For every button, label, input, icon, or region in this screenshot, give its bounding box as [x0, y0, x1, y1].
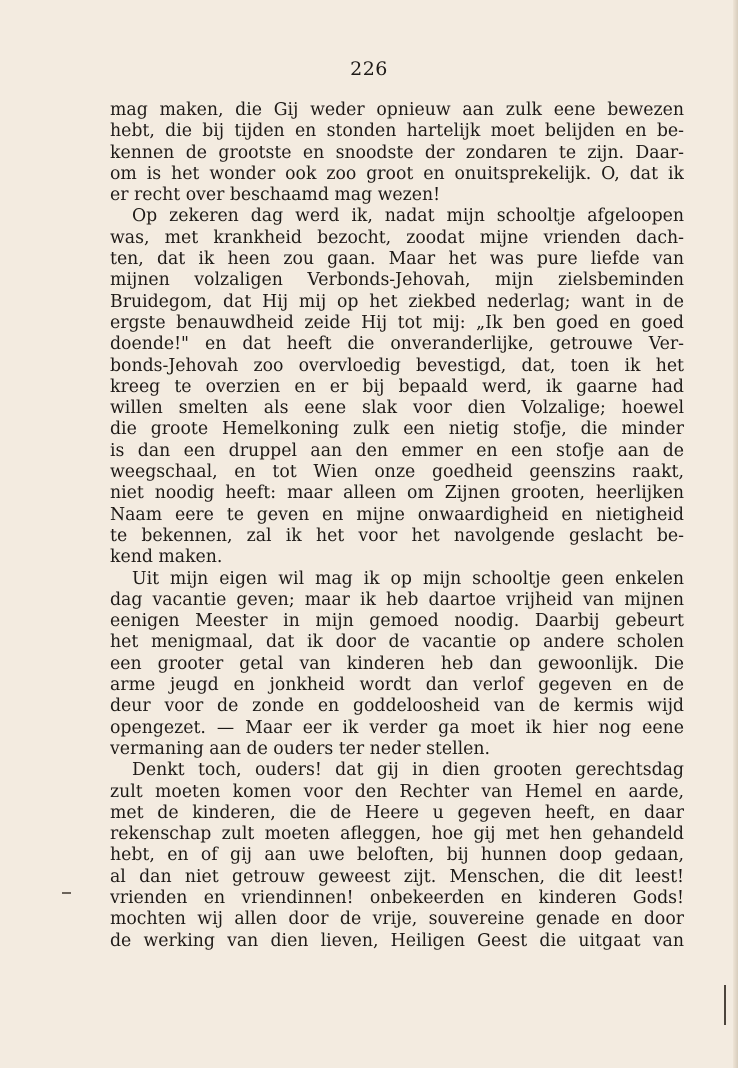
text-line: kennen de grootste en snoodste der zondaren te zijn. Daar- — [110, 142, 684, 163]
text-line: zult moeten komen voor den Rechter van Hemel en aarde, — [110, 781, 684, 802]
page-number: 226 — [350, 58, 388, 80]
text-line: ergste benauwdheid zeide Hij tot mij: „Ik ben goed en goed — [110, 312, 684, 333]
text-line: ten, dat ik heen zou gaan. Maar het was pure liefde van — [110, 249, 684, 270]
text-line: Naam eere te geven en mijne onwaardigheid en nietigheid — [110, 504, 684, 525]
text-line: het menigmaal, dat ik door de vacantie op andere scholen — [110, 632, 684, 653]
text-line: te bekennen, zal ik het voor het navolgende geslacht be- — [110, 525, 684, 546]
text-line: arme jeugd en jonkheid wordt dan verlof gegeven en de — [110, 675, 684, 696]
text-line: om is het wonder ook zoo groot en onuitsprekelijk. O, dat ik — [110, 163, 684, 184]
text-line: weegschaal, en tot Wien onze goedheid geenszins raakt, — [110, 462, 684, 483]
text-line: was, met krankheid bezocht, zoodat mijne vrienden dach- — [110, 227, 684, 248]
text-line: hebt, die bij tijden en stonden hartelijk moet belijden en be- — [110, 121, 684, 142]
text-line: al dan niet getrouw geweest zijt. Menschen, die dit leest! — [110, 866, 684, 887]
text-line: is dan een druppel aan den emmer en een stofje aan de — [110, 440, 684, 461]
text-line: mijnen volzaligen Verbonds-Jehovah, mijn zielsbeminden — [110, 270, 684, 291]
text-line: hebt, en of gij aan uwe beloften, bij hunnen doop gedaan, — [110, 845, 684, 866]
paragraph-start-line: Denkt toch, ouders! dat gij in dien grooten gerechtsdag — [132, 760, 684, 781]
edge-scan-mark — [724, 985, 726, 1025]
text-line: een grooter getal van kinderen heb dan gewoonlijk. Die — [110, 653, 684, 674]
text-line: mochten wij allen door de vrije, souvereine genade en door — [110, 909, 684, 930]
text-line: willen smelten als eene slak voor dien Volzalige; hoewel — [110, 398, 684, 419]
text-line: opengezet. — Maar eer ik verder ga moet ik hier nog eene — [110, 717, 684, 738]
text-line: eenigen Meester in mijn gemoed noodig. Daarbij gebeurt — [110, 611, 684, 632]
page-edge-shadow — [733, 0, 738, 1068]
paragraph-start-line: Uit mijn eigen wil mag ik op mijn schooltje geen enkelen — [132, 568, 684, 589]
text-line: de werking van dien lieven, Heiligen Geest die uitgaat van — [110, 930, 684, 951]
text-line: niet noodig heeft: maar alleen om Zijnen grooten, heerlijken — [110, 483, 684, 504]
text-line: met de kinderen, die de Heere u gegeven heeft, en daar — [110, 802, 684, 823]
text-line: er recht over beschaamd mag wezen! — [110, 185, 441, 206]
text-line: kreeg te overzien en er bij bepaald werd, ik gaarne had — [110, 376, 684, 397]
text-line: doende!" en dat heeft die onveranderlijke, getrouwe Ver- — [110, 334, 684, 355]
text-line: vrienden en vriendinnen! onbekeerden en kinderen Gods! — [110, 887, 684, 908]
text-line: mag maken, die Gij weder opnieuw aan zulk eene bewezen — [110, 100, 684, 120]
text-line: dag vacantie geven; maar ik heb daartoe vrijheid van mijnen — [110, 589, 684, 610]
margin-dash-mark — [62, 892, 71, 894]
body-text — [110, 100, 684, 952]
text-line: deur voor de zonde en goddeloosheid van de kermis wijd — [110, 696, 684, 717]
paragraph-start-line: Op zekeren dag werd ik, nadat mijn schooltje afgeloopen — [132, 206, 684, 227]
text-line: vermaning aan de ouders ter neder stellen. — [110, 738, 491, 759]
text-line: kend maken. — [110, 547, 223, 568]
text-line: bonds-Jehovah zoo overvloedig bevestigd, dat, toen ik het — [110, 355, 684, 376]
text-line: Bruidegom, dat Hij mij op het ziekbed nederlag; want in de — [110, 291, 684, 312]
text-line: rekenschap zult moeten afleggen, hoe gij met hen gehandeld — [110, 824, 684, 845]
text-line: die groote Hemelkoning zulk een nietig stofje, die minder — [110, 419, 684, 440]
